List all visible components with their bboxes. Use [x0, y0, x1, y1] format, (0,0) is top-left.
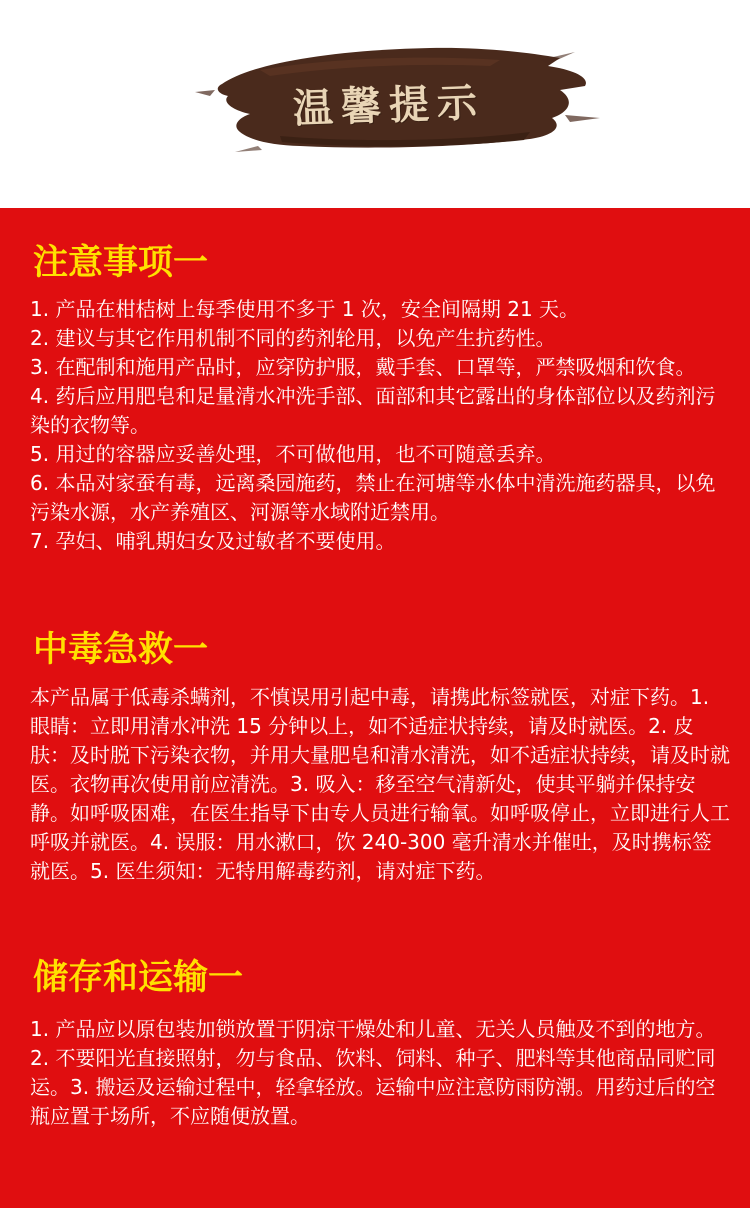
section-heading-first-aid: 中毒急救一 [33, 630, 209, 670]
list-item: 1. 产品在柑桔树上每季使用不多于 1 次，安全间隔期 21 天。 [30, 297, 580, 321]
notice-panel [0, 208, 750, 1208]
list-item: 2. 建议与其它作用机制不同的药剂轮用，以免产生抗药性。 [30, 326, 556, 350]
list-item: 7. 孕妇、哺乳期妇女及过敏者不要使用。 [30, 529, 396, 553]
list-item: 5. 用过的容器应妥善处理，不可做他用，也不可随意丢弃。 [30, 442, 556, 466]
list-item: 3. 在配制和施用产品时，应穿防护服，戴手套、口罩等，严禁吸烟和饮食。 [30, 355, 696, 379]
banner-title: 温馨提示 [292, 78, 486, 133]
list-item: 4. 药后应用肥皂和足量清水冲洗手部、面部和其它露出的身体部位以及药剂污染的衣物等。 [30, 384, 716, 437]
banner-header [0, 0, 750, 208]
precautions-list [30, 295, 730, 556]
first-aid-text: 本产品属于低毒杀螨剂，不慎误用引起中毒，请携此标签就医，对症下药。1. 眼睛：立即用清水冲洗 15 分钟以上，如不适症状持续，请及时就医。2. 皮肤：及时脱下污染衣物，并用大量肥皂和清水清洗，如不适症状持续，请及时就医。衣物再次使用前应清洗。3. 吸入：移至空气清新处，使其平躺并保持安静。如呼吸困难，在医生指导下由专人员进行输氧。如呼吸停止，立即进行人工呼吸并就医。4. 误服：用水漱口，饮 240-300 毫升清水并催吐，及时携标签就医。5. 医生须知：无特用解毒药剂，请对症下药。 [30, 685, 730, 883]
section-heading-storage: 储存和运输一 [33, 958, 244, 998]
list-item: 6. 本品对家蚕有毒，远离桑园施药，禁止在河塘等水体中清洗施药器具，以免污染水源，水产养殖区、河源等水域附近禁用。 [30, 471, 716, 524]
section-heading-precautions: 注意事项一 [33, 243, 209, 283]
storage-text: 1. 产品应以原包装加锁放置于阴凉干燥处和儿童、无关人员触及不到的地方。2. 不要阳光直接照射，勿与食品、饮料、饲料、种子、肥料等其他商品同贮同运。3. 搬运及运输过程中，轻拿轻放。运输中应注意防雨防潮。用药过后的空瓶应置于场所，不应随便放置。 [30, 1017, 716, 1128]
